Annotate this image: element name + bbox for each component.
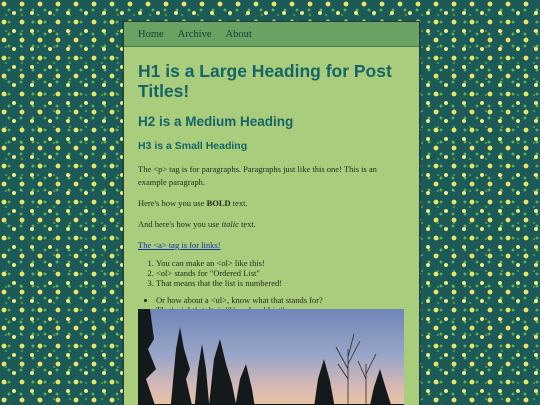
paragraph-intro: The <p> tag is for paragraphs. Paragraphs just like this one! This is an example paragraph. xyxy=(138,164,377,187)
nav-bar xyxy=(124,22,419,47)
heading-h2: H2 is a Medium Heading xyxy=(138,114,294,129)
italic-prefix: And here's how you use xyxy=(138,219,222,229)
italic-word: italic xyxy=(221,219,239,229)
bold-prefix: Here's how you use xyxy=(138,198,207,208)
nav-archive-link[interactable]: Archive xyxy=(177,28,212,40)
ordered-list-item: 3. That means that the list is numbered! xyxy=(156,278,405,288)
bold-suffix: text. xyxy=(230,198,248,208)
unordered-list-item: • Or how about a <ul>, know what that stands for? xyxy=(156,295,405,305)
paragraph-italic xyxy=(138,218,405,231)
italic-suffix: text. xyxy=(238,219,256,229)
nav-home-link[interactable]: Home xyxy=(138,28,164,40)
page-container xyxy=(123,21,420,405)
ordered-list xyxy=(138,258,405,288)
ordered-list-item: 2. <ol> stands for "Ordered List" xyxy=(156,268,405,278)
main-content xyxy=(124,61,419,325)
nav-about-link[interactable]: About xyxy=(225,28,252,40)
paragraph-bold xyxy=(138,197,405,210)
heading-h1: H1 is a Large Heading for Post Titles! xyxy=(138,61,392,101)
ordered-list-item: 1. You can make an <ol> like this! xyxy=(156,258,405,268)
sunset-photo xyxy=(138,309,404,405)
paragraph-link xyxy=(138,239,405,252)
heading-h3: H3 is a Small Heading xyxy=(138,140,248,152)
example-link[interactable]: The <a> tag is for links! xyxy=(138,240,221,250)
bold-word: BOLD xyxy=(206,198,231,208)
